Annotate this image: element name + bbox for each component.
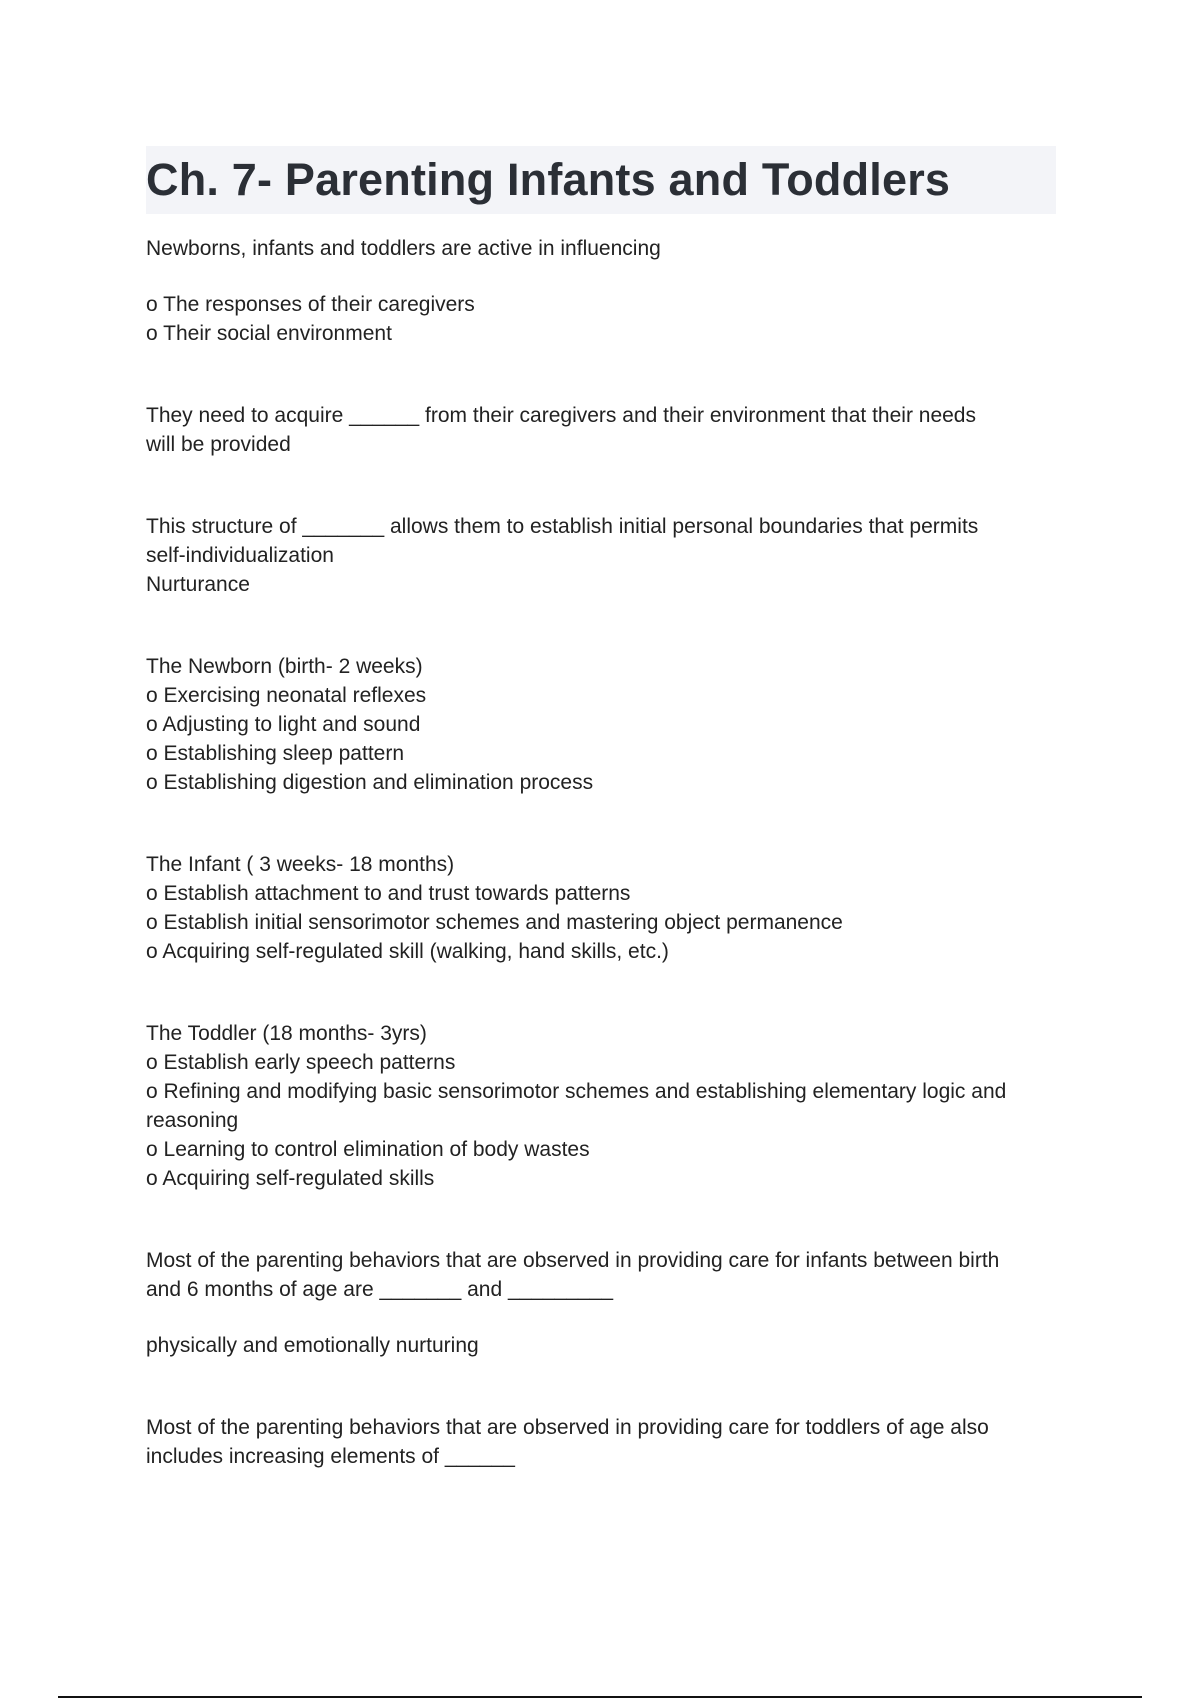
document-page — [146, 146, 1056, 1471]
question-line: This structure of _______ allows them to establish initial personal boundaries that permits — [146, 515, 979, 538]
intro-section — [146, 234, 1056, 348]
title-banner — [146, 146, 1056, 214]
question-line: will be provided — [146, 433, 291, 456]
list-item: o Refining and modifying basic sensorimotor schemes and establishing elementary logic and — [146, 1080, 1007, 1103]
list-item: o Establish initial sensorimotor schemes and mastering object permanence — [146, 911, 843, 934]
section-heading: The Infant ( 3 weeks- 18 months) — [146, 853, 455, 876]
answer-text: physically and emotionally nurturing — [146, 1334, 479, 1357]
newborn-section — [146, 652, 1056, 797]
list-item: o Acquiring self-regulated skills — [146, 1167, 435, 1190]
section-heading: The Newborn (birth- 2 weeks) — [146, 655, 423, 678]
list-item: o Adjusting to light and sound — [146, 713, 421, 736]
page-title: Ch. 7- Parenting Infants and Toddlers — [146, 154, 951, 205]
page-divider — [58, 1696, 1142, 1698]
question-line: and 6 months of age are _______ and _________ — [146, 1278, 614, 1301]
infant-section — [146, 850, 1056, 966]
list-item: o Learning to control elimination of body wastes — [146, 1138, 590, 1161]
section-heading: The Toddler (18 months- 3yrs) — [146, 1022, 427, 1045]
list-item: o Establish early speech patterns — [146, 1051, 456, 1074]
intro-item: o Their social environment — [146, 322, 392, 345]
question-line: self-individualization — [146, 544, 334, 567]
intro-lead: Newborns, infants and toddlers are active in influencing — [146, 237, 661, 260]
answer-text: Nurturance — [146, 573, 250, 596]
list-item: reasoning — [146, 1109, 239, 1132]
question-trust — [146, 401, 1056, 459]
intro-item: o The responses of their caregivers — [146, 293, 475, 316]
list-item: o Acquiring self-regulated skill (walking, hand skills, etc.) — [146, 940, 669, 963]
list-item: o Exercising neonatal reflexes — [146, 684, 427, 707]
question-structure — [146, 512, 1056, 599]
question-toddlers — [146, 1413, 1056, 1471]
list-item: o Establishing digestion and elimination process — [146, 771, 594, 794]
question-line: includes increasing elements of ______ — [146, 1445, 515, 1468]
question-line: Most of the parenting behaviors that are observed in providing care for toddlers of age also — [146, 1416, 989, 1439]
question-line: They need to acquire ______ from their caregivers and their environment that their needs — [146, 404, 976, 427]
toddler-section — [146, 1019, 1056, 1193]
question-line: Most of the parenting behaviors that are observed in providing care for infants between birth — [146, 1249, 1000, 1272]
list-item: o Establishing sleep pattern — [146, 742, 404, 765]
list-item: o Establish attachment to and trust towards patterns — [146, 882, 631, 905]
question-infants — [146, 1246, 1056, 1360]
